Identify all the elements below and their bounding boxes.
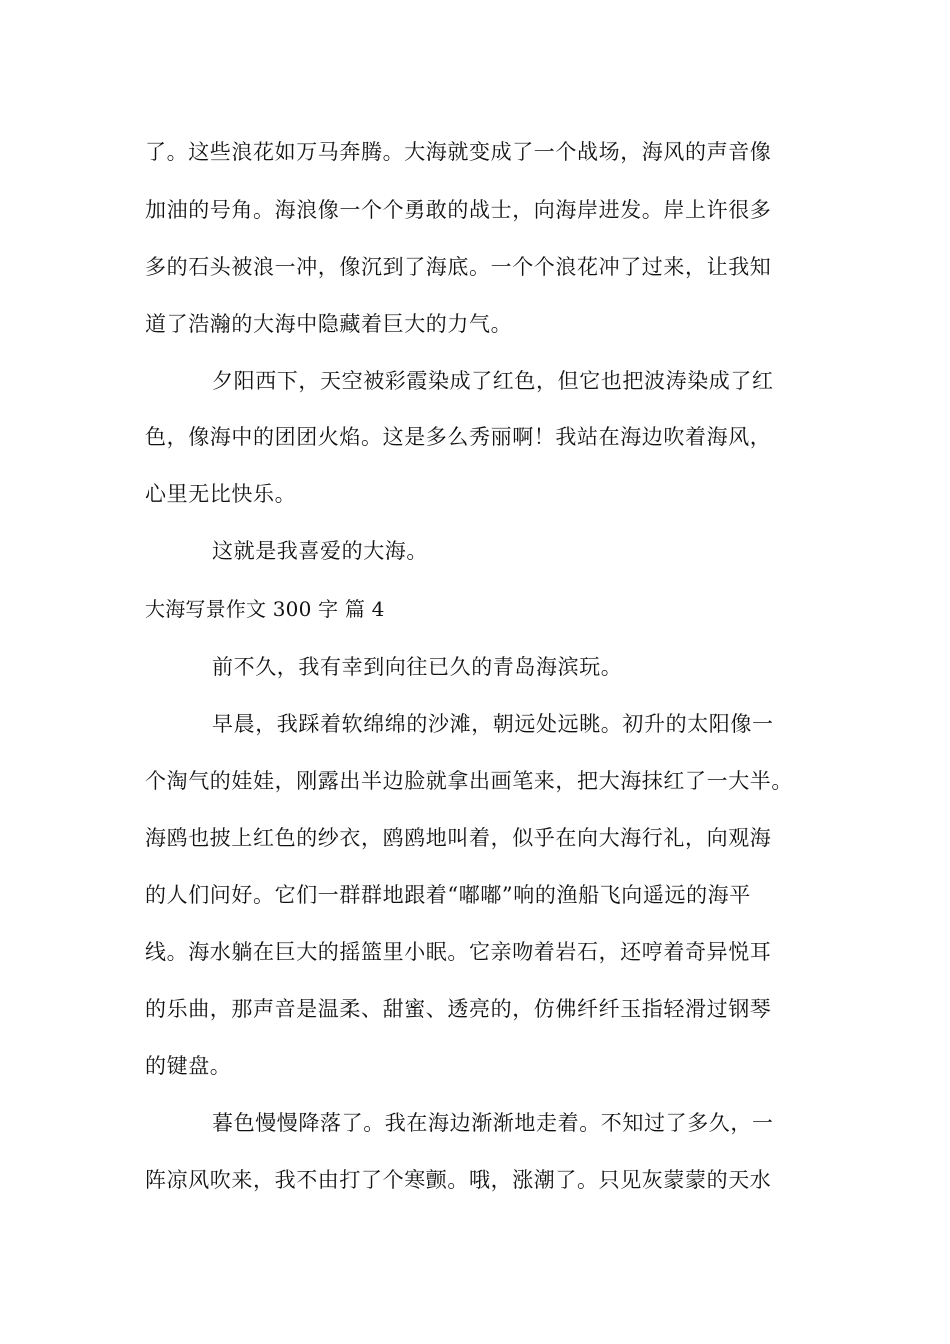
section-heading: 大海写景作文 300 字 篇 4 <box>145 597 385 621</box>
paragraph-line: 早晨，我踩着软绵绵的沙滩，朝远处远眺。初升的太阳像一 <box>212 712 774 736</box>
paragraph-line: 的人们问好。它们一群群地跟着“嘟嘟”响的渔船飞向遥远的海平 <box>145 883 751 907</box>
paragraph-line: 夕阳西下，天空被彩霞染成了红色，但它也把波涛染成了红 <box>212 369 774 393</box>
paragraph-line: 的乐曲，那声音是温柔、甜蜜、透亮的，仿佛纤纤玉指轻滑过钢琴 <box>145 997 772 1021</box>
paragraph-line: 色，像海中的团团火焰。这是多么秀丽啊！我站在海边吹着海风， <box>145 425 772 449</box>
paragraph-line: 的键盘。 <box>145 1054 232 1078</box>
paragraph-line: 阵凉风吹来，我不由打了个寒颤。哦，涨潮了。只见灰蒙蒙的天水 <box>145 1168 772 1192</box>
paragraph-line: 前不久，我有幸到向往已久的青岛海滨玩。 <box>212 655 623 679</box>
paragraph-line: 暮色慢慢降落了。我在海边渐渐地走着。不知过了多久，一 <box>212 1111 774 1135</box>
paragraph-line: 心里无比快乐。 <box>145 482 297 506</box>
paragraph-line: 加油的号角。海浪像一个个勇敢的战士，向海岸进发。岸上许很多 <box>145 198 772 222</box>
paragraph-line: 个淘气的娃娃，刚露出半边脸就拿出画笔来，把大海抹红了一大半。 <box>145 769 793 793</box>
paragraph-line: 道了浩瀚的大海中隐藏着巨大的力气。 <box>145 312 513 336</box>
paragraph-line: 多的石头被浪一冲，像沉到了海底。一个个浪花冲了过来，让我知 <box>145 255 772 279</box>
paragraph-line: 这就是我喜爱的大海。 <box>212 539 428 563</box>
paragraph-line: 海鸥也披上红色的纱衣，鸥鸥地叫着，似乎在向大海行礼，向观海 <box>145 826 772 850</box>
paragraph-line: 线。海水躺在巨大的摇篮里小眠。它亲吻着岩石，还哼着奇异悦耳 <box>145 940 772 964</box>
paragraph-line: 了。这些浪花如万马奔腾。大海就变成了一个战场，海风的声音像 <box>145 140 772 164</box>
